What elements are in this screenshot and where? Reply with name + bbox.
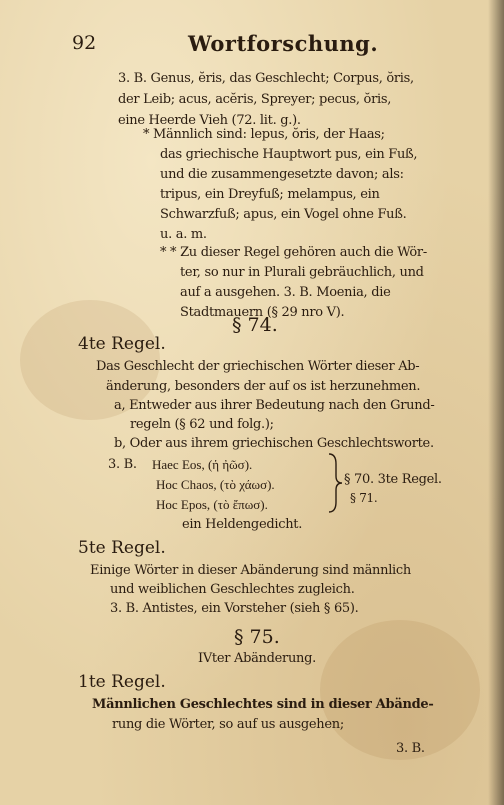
text-line: und weiblichen Geschlechtes zugleich. bbox=[110, 582, 355, 597]
text-line: ein Heldengedicht. bbox=[182, 517, 303, 532]
text-line: eine Heerde Vieh (72. lit. g.). bbox=[118, 113, 301, 128]
text-line: Stadtmauern (§ 29 nro V). bbox=[180, 305, 345, 320]
reference: § 71. bbox=[350, 491, 378, 505]
rule-heading: 5te Regel. bbox=[78, 538, 166, 558]
rule-heading: 4te Regel. bbox=[78, 334, 166, 354]
example-prefix: 3. B. bbox=[108, 457, 137, 472]
text-line: u. a. m. bbox=[160, 227, 207, 242]
text-line: rung die Wörter, so auf us ausgehen; bbox=[112, 717, 344, 732]
brace-mark bbox=[326, 452, 346, 514]
text-line: Männlichen Geschlechtes sind in dieser Abände- bbox=[92, 697, 434, 712]
text-line: Einige Wörter in dieser Abänderung sind männlich bbox=[90, 563, 411, 578]
catchword: 3. B. bbox=[396, 741, 425, 756]
rule-heading: 1te Regel. bbox=[78, 672, 166, 692]
example-line: Haec Eos, (ἡ ἠῶσ). bbox=[152, 457, 253, 472]
text-line: tripus, ein Dreyfuß; melampus, ein bbox=[160, 187, 380, 202]
text-line: Das Geschlecht der griechischen Wörter dieser Ab- bbox=[96, 359, 420, 374]
text-line: a, Entweder aus ihrer Bedeutung nach den Grund- bbox=[114, 398, 435, 413]
text-line: auf a ausgehen. 3. B. Moenia, die bbox=[180, 285, 391, 300]
paper-stain bbox=[320, 620, 480, 760]
text-line: der Leib; acus, acĕris, Spreyer; pecus, ŏris, bbox=[118, 92, 392, 107]
text-line: * * Zu dieser Regel gehören auch die Wör- bbox=[160, 245, 427, 260]
text-line: ter, so nur in Plurali gebräuchlich, und bbox=[180, 265, 424, 280]
section-heading: § 74. bbox=[232, 314, 278, 336]
reference: § 70. 3te Regel. bbox=[344, 472, 442, 487]
running-title: Wortforschung. bbox=[188, 31, 379, 56]
text-line: änderung, besonders der auf os ist herzunehmen. bbox=[106, 379, 421, 394]
page-number: 92 bbox=[72, 32, 97, 54]
text-line: regeln (§ 62 und folg.); bbox=[130, 417, 274, 432]
section-subheading: IVter Abänderung. bbox=[198, 651, 316, 666]
text-line: und die zusammengesetzte davon; als: bbox=[160, 167, 404, 182]
text-line: das griechische Hauptwort pus, ein Fuß, bbox=[160, 147, 418, 162]
text-line: 3. B. Antistes, ein Vorsteher (sieh § 65). bbox=[110, 601, 359, 616]
text-line: Schwarzfuß; apus, ein Vogel ohne Fuß. bbox=[160, 207, 407, 222]
example-line: Hoc Epos, (τὸ ἔπωσ). bbox=[156, 497, 268, 512]
text-line: b, Oder aus ihrem griechischen Geschlechtsworte. bbox=[114, 436, 434, 451]
text-line: 3. B. Genus, ĕris, das Geschlecht; Corpus, ŏris, bbox=[118, 71, 414, 86]
page-edge-shadow bbox=[488, 0, 504, 805]
example-line: Hoc Chaos, (τὸ χάωσ). bbox=[156, 477, 275, 492]
text-line: * Männlich sind: lepus, ŏris, der Haas; bbox=[143, 127, 385, 142]
section-heading: § 75. bbox=[234, 626, 280, 648]
